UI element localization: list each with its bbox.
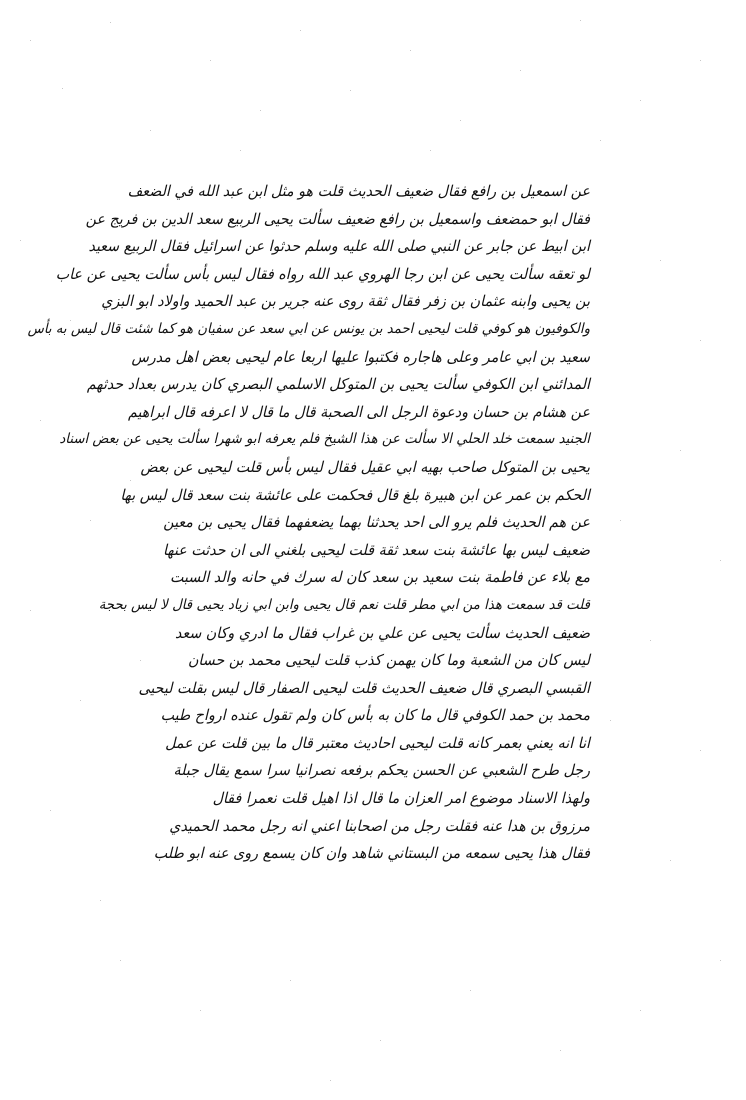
manuscript-line: يحيى بن المتوكل صاحب بهيه ابي عقيل فقال ليس بأس قلت ليحيى عن بعض	[140, 457, 590, 476]
manuscript-line: فقال ابو حمضعف واسمعيل بن رافع ضعيف سألت يحيى الربيع سعد الدين بن فريج عن	[85, 209, 591, 228]
manuscript-line: رجل طرح الشعبي عن الحسن يحكم برفعه نصرانيا سرا سمع يقال جبلة	[173, 761, 590, 780]
manuscript-line: عن هشام بن حسان ودعوة الرجل الى الصحبة قال ما قال لا اعرفه قال ابراهيم	[127, 402, 591, 421]
manuscript-line: ابن ابيط عن جابر عن النبي صلى الله عليه وسلم حدثوا عن اسرائيل فقال الربيع سعيد	[88, 237, 590, 256]
manuscript-line: ولهذا الاسناد موضوع امر العزان ما قال اذا اهيل قلت نعمرا فقال	[212, 789, 590, 808]
manuscript-line: والكوفيون هو كوفي قلت ليحيى احمد بن يونس عن ابي سعد عن سفيان هو كما شئت قال ليس به بأس	[27, 320, 591, 337]
manuscript-line: بن يحيى وابنه عثمان بن زفر فقال ثقة روى عنه جرير بن عبد الحميد واولاد ابو البزي	[101, 292, 590, 311]
manuscript-text-block	[27, 178, 591, 868]
manuscript-line: سعيد بن ابي عامر وعلى هاجاره فكتبوا عليها اربعا عام ليحيى بعض اهل مدرس	[131, 347, 590, 366]
manuscript-line: الحكم بن عمر عن ابن هبيرة بلغ قال فحكمت على عائشة بنت سعد قال ليس بها	[120, 485, 591, 504]
manuscript-line: لو تعقه سألت يحيى عن ابن رجا الهروي عبد الله رواه فقال ليس بأس سألت يحيى عن عاب	[55, 264, 591, 283]
manuscript-line: عن هم الحديث فلم يرو الى احد يحدثنا بهما يضعفهما فقال يحيى بن معين	[163, 513, 590, 532]
manuscript-line: قلت قد سمعت هذا من ابي مطر قلت نعم قال يحيى وابن ابي زياد يحيى قال لا ليس بحجة	[98, 596, 591, 613]
manuscript-line: ضعيف الحديث سألت يحيى عن علي بن غراب فقال ما ادري وكان سعد	[174, 623, 590, 642]
manuscript-line: عن اسمعيل بن رافع فقال ضعيف الحديث قلت هو مثل ابن عبد الله في الضعف	[127, 182, 591, 200]
manuscript-line: مع بلاء عن فاطمة بنت سعيد بن سعد كان له سرك في حانه والد السبت	[169, 568, 590, 587]
manuscript-line: المدائني ابن الكوفي سألت يحيى بن المتوكل الاسلمي البصري كان يدرس بعداد حدثهم	[86, 375, 590, 394]
manuscript-line: انا انه يعني بعمر كانه قلت ليحيى احاديث معتبر قال ما بين قلت عن عمل	[165, 733, 590, 752]
manuscript-line: مرزوق بن هدا عنه فقلت رجل من اصحابنا اعني انه رجل محمد الحميدي	[169, 816, 590, 835]
manuscript-line: محمد بن حمد الكوفي قال ما كان به بأس كان ولم تقول عنده ارواح طيب	[160, 706, 590, 725]
manuscript-line: ليس كان من الشعبة وما كان يهمن كذب قلت ليحيى محمد بن حسان	[187, 651, 590, 670]
manuscript-line: فقال هذا يحيى سمعه من البستاني شاهد وان كان يسمع روى عنه ابو طلب	[153, 844, 591, 863]
manuscript-line: ضعيف ليس بها عائشة بنت سعد ثقة قلت ليحيى بلغني الى ان حدثت عنها	[163, 540, 591, 559]
manuscript-line: القبسي البصري قال ضعيف الحديث قلت ليحيى الصفار قال ليس بقلت ليحيى	[138, 678, 591, 697]
manuscript-line: الجنيد سمعت خلد الحلي الا سألت عن هذا الشيخ فلم يعرفه ابو شهرا سألت يحيى عن بعض اسناد	[59, 431, 591, 448]
